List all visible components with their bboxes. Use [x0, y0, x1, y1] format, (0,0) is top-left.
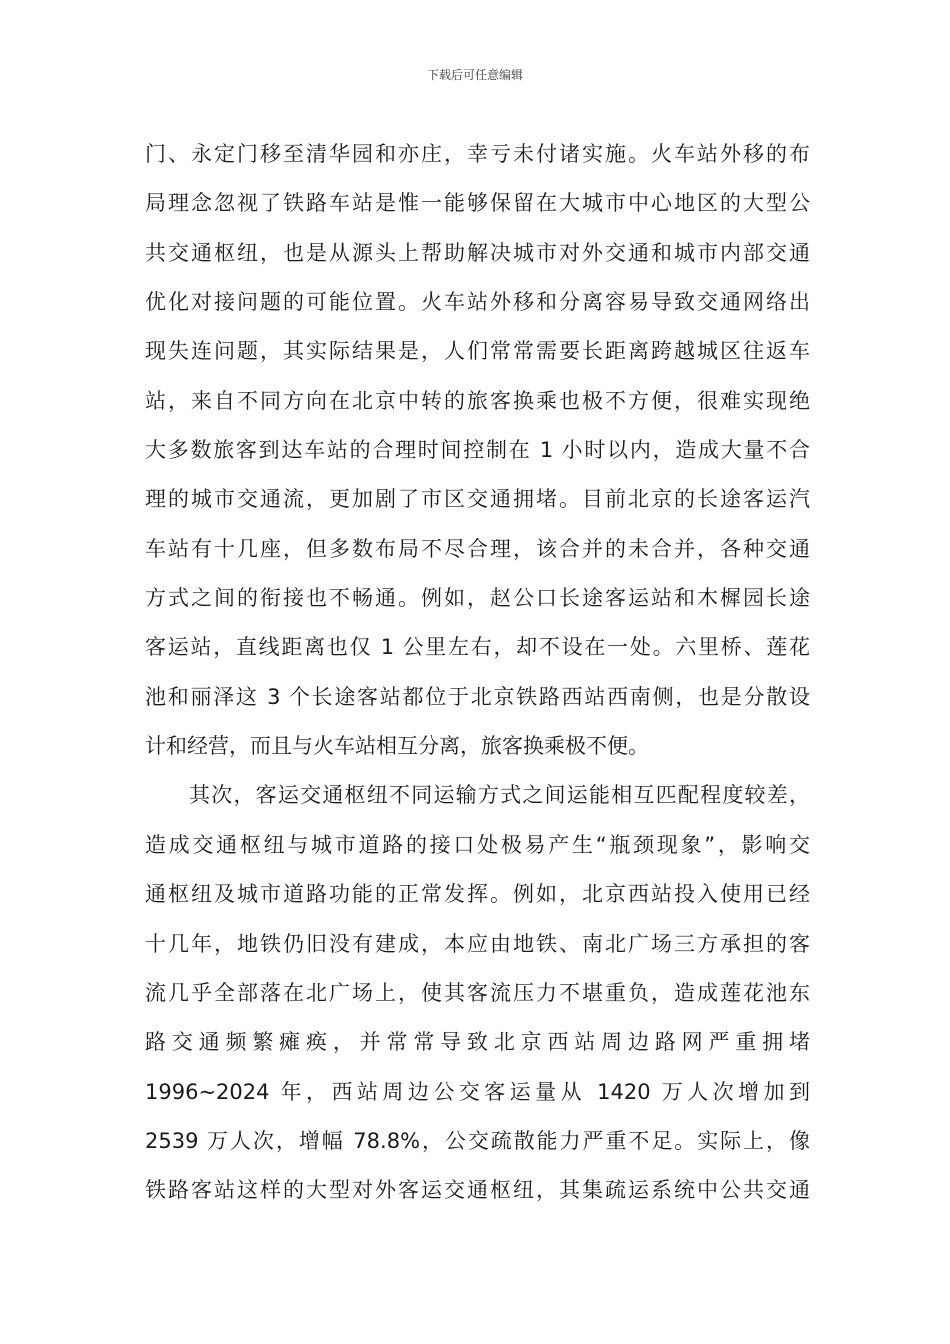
text-line: 现失连问题，其实际结果是，人们常常需要长距离跨越城区往返车: [145, 339, 810, 364]
paragraph-last-line: 计和经营，而且与火车站相互分离，旅客换乘极不便。: [145, 734, 649, 759]
text-line: 客运站，直线距离也仅 1 公里左右，却不设在一处。六里桥、莲花: [145, 635, 810, 660]
text-line: 十几年，地铁仍旧没有建成，本应由地铁、南北广场三方承担的客: [145, 931, 810, 956]
text-line: 池和丽泽这 3 个长途客站都位于北京铁路西站西南侧，也是分散设: [145, 684, 810, 709]
text-line: 1996~2024 年，西站周边公交客运量从 1420 万人次增加到: [145, 1079, 810, 1104]
text-line: 通枢纽及城市道路功能的正常发挥。例如，北京西站投入使用已经: [145, 882, 810, 907]
paragraph-first-line: 其次，客运交通枢纽不同运输方式之间运能相互匹配程度较差，: [189, 783, 810, 808]
text-line: 造成交通枢纽与城市道路的接口处极易产生“瓶颈现象”，影响交: [145, 832, 810, 857]
text-line: 流几乎全部落在北广场上，使其客流压力不堪重负，造成莲花池东: [145, 980, 810, 1005]
text-line: 门、永定门移至清华园和亦庄，幸亏未付诸实施。火车站外移的布: [145, 142, 810, 166]
text-line: 方式之间的衔接也不畅通。例如，赵公口长途客运站和木樨园长途: [145, 586, 810, 611]
text-line: 站，来自不同方向在北京中转的旅客换乘也极不方便，很难实现绝: [145, 388, 810, 413]
text-line: 路交通频繁瘫痪，并常常导致北京西站周边路网严重拥堵: [145, 1030, 810, 1055]
text-line: 优化对接问题的可能位置。火车站外移和分离容易导致交通网络出: [145, 290, 810, 315]
text-line: 车站有十几座，但多数布局不尽合理，该合并的未合并，各种交通: [145, 536, 810, 561]
text-line: 局理念忽视了铁路车站是惟一能够保留在大城市中心地区的大型公: [145, 191, 810, 216]
document-body: [145, 130, 810, 1216]
text-line: 理的城市交通流，更加剧了市区交通拥堵。目前北京的长途客运汽: [145, 487, 810, 512]
text-line: 共交通枢纽，也是从源头上帮助解决城市对外交通和城市内部交通: [145, 240, 810, 265]
page-header-note: 下载后可任意编辑: [426, 68, 523, 82]
text-line: 铁路客站这样的大型对外客运交通枢纽，其集疏运系统中公共交通: [145, 1178, 810, 1203]
text-line: 2539 万人次，增幅 78.8%，公交疏散能力严重不足。实际上，像: [145, 1128, 810, 1153]
text-line: 大多数旅客到达车站的合理时间控制在 1 小时以内，造成大量不合: [145, 438, 810, 463]
